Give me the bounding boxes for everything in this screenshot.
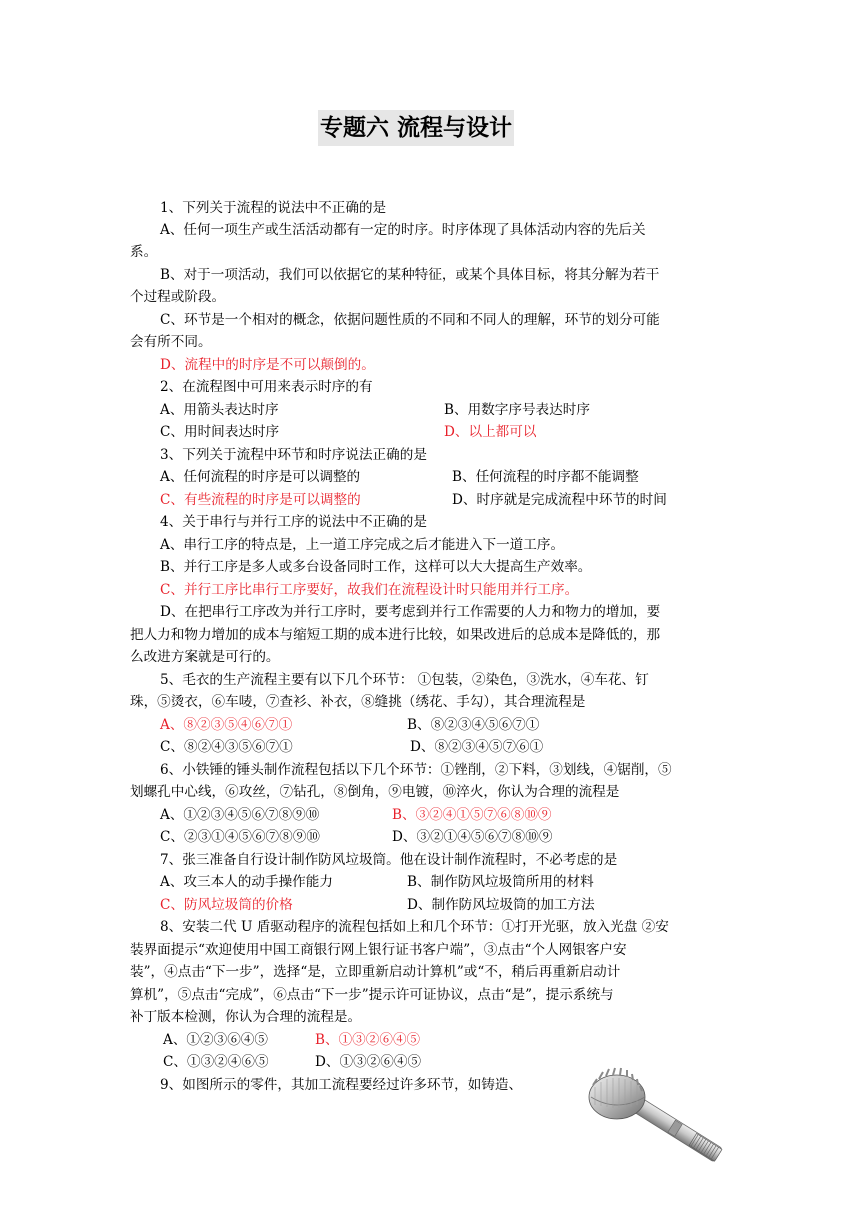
question-5-stem-cont: 珠，⑤烫衣，⑥车唛，⑦查衫、补衣，⑧缝挑（绣花、手勾），其合理流程是	[130, 694, 586, 710]
question-7-option-a: A、攻三本人的动手操作能力	[160, 874, 333, 890]
question-1-option-a: A、任何一项生产或生活活动都有一定的时序。时序体现了具体活动内容的先后关	[160, 222, 646, 238]
question-2-option-c: C、用时间表达时序	[160, 424, 280, 440]
question-4-option-b: B、并行工序是多人或多台设备同时工作，这样可以大大提高生产效率。	[160, 559, 592, 575]
question-7-stem: 7、张三准备自行设计制作防风垃圾筒。他在设计制作流程时，不必考虑的是	[160, 852, 618, 868]
question-5-option-c: C、⑧②④③⑤⑥⑦①	[160, 739, 293, 755]
question-6-option-a: A、①②③④⑤⑥⑦⑧⑨⑩	[160, 807, 320, 823]
question-6-stem: 6、小铁锤的锤头制作流程包括以下几个环节：①锉削，②下料，③划线，④锯削，⑤	[160, 762, 672, 778]
question-8-option-c: C、①③②④⑥⑤	[163, 1054, 269, 1070]
question-6-option-d: D、③②①④⑤⑥⑦⑧⑩⑨	[392, 829, 553, 845]
question-8-stem-cont-2: 装”，④点击“下一步”，选择“是，立即重新启动计算机”或“不，稍后再重新启动计	[130, 964, 621, 980]
question-4-option-d: D、在把串行工序改为并行工序时，要考虑到并行工作需要的人力和物力的增加，要	[160, 604, 661, 620]
question-2-option-d-answer: D、以上都可以	[444, 424, 537, 440]
question-4-option-d-cont-1: 把人力和物力增加的成本与缩短工期的成本进行比较，如果改进后的总成本是降低的，那	[130, 627, 661, 643]
question-7-option-d: D、制作防风垃圾筒的加工方法	[407, 897, 595, 913]
question-8-stem-cont-4: 补丁版本检测，你认为合理的流程是。	[130, 1009, 362, 1025]
question-6-option-b-answer: B、③②④①⑤⑦⑥⑧⑩⑨	[392, 807, 552, 823]
question-6-stem-cont: 划螺孔中心线，⑥攻丝，⑦钻孔，⑧倒角，⑨电镀，⑩淬火，你认为合理的流程是	[130, 784, 620, 800]
question-1-option-b: B、对于一项活动，我们可以依据它的某种特征，或某个具体目标，将其分解为若干	[160, 267, 660, 283]
page-title: 专题六 流程与设计	[318, 110, 514, 146]
question-8-stem-cont-1: 装界面提示“欢迎使用中国工商银行网上银行证书客户端”，③点击“个人网银客户安	[130, 942, 627, 958]
question-5-option-a-answer: A、⑧②③⑤④⑥⑦①	[160, 717, 293, 733]
question-8-stem: 8、安装二代 U 盾驱动程序的流程包括如上和几个环节：①打开光驱，放入光盘 ②安	[160, 919, 669, 935]
question-4-option-c-answer: C、并行工序比串行工序要好，故我们在流程设计时只能用并行工序。	[160, 582, 579, 598]
question-3-option-a: A、任何流程的时序是可以调整的	[160, 469, 361, 485]
question-1-option-b-cont: 个过程或阶段。	[130, 289, 226, 305]
question-8-option-d: D、①③②⑥④⑤	[315, 1054, 422, 1070]
question-4-option-a: A、串行工序的特点是，上一道工序完成之后才能进入下一道工序。	[160, 537, 565, 553]
question-4-option-d-cont-2: 么改进方案就是可行的。	[130, 649, 280, 665]
question-1-option-d-answer: D、流程中的时序是不可以颠倒的。	[160, 357, 375, 373]
question-8-option-a: A、①②③⑥④⑤	[163, 1032, 268, 1048]
question-8-stem-cont-3: 算机”，⑤点击“完成”，⑥点击“下一步”提示许可证协议，点击“是”，提示系统与	[130, 987, 614, 1003]
question-3-stem: 3、下列关于流程中环节和时序说法正确的是	[160, 447, 427, 463]
question-1-option-c: C、环节是一个相对的概念，依据问题性质的不同和不同人的理解，环节的划分可能	[160, 312, 660, 328]
question-2-stem: 2、在流程图中可用来表示时序的有	[160, 379, 373, 395]
question-5-option-d: D、⑧②③④⑤⑦⑥①	[410, 739, 544, 755]
question-2-option-b: B、用数字序号表达时序	[444, 402, 590, 418]
question-8-option-b-answer: B、①③②⑥④⑤	[315, 1032, 421, 1048]
question-1-option-a-cont: 系。	[130, 244, 158, 260]
question-1-option-c-cont: 会有所不同。	[130, 334, 212, 350]
question-3-option-d: D、时序就是完成流程中环节的时间	[452, 492, 667, 508]
question-3-option-b: B、任何流程的时序都不能调整	[452, 469, 639, 485]
question-5-option-b: B、⑧②③④⑤⑥⑦①	[407, 717, 540, 733]
question-3-option-c-answer: C、有些流程的时序是可以调整的	[160, 492, 361, 508]
question-4-stem: 4、关于串行与并行工序的说法中不正确的是	[160, 514, 427, 530]
question-7-option-c-answer: C、防风垃圾筒的价格	[160, 897, 293, 913]
question-7-option-b: B、制作防风垃圾筒所用的材料	[407, 874, 594, 890]
question-5-stem: 5、毛衣的生产流程主要有以下几个环节： ①包装，②染色，③洗水，④车花、钉	[160, 672, 649, 688]
question-2-option-a: A、用箭头表达时序	[160, 402, 279, 418]
question-6-option-c: C、②③①④⑤⑥⑦⑧⑨⑩	[160, 829, 320, 845]
question-9-stem: 9、如图所示的零件，其加工流程要经过许多环节，如铸造、	[160, 1077, 523, 1093]
question-1-stem: 1、下列关于流程的说法中不正确的是	[160, 200, 387, 216]
gear-shaft-part-image	[585, 1067, 730, 1186]
